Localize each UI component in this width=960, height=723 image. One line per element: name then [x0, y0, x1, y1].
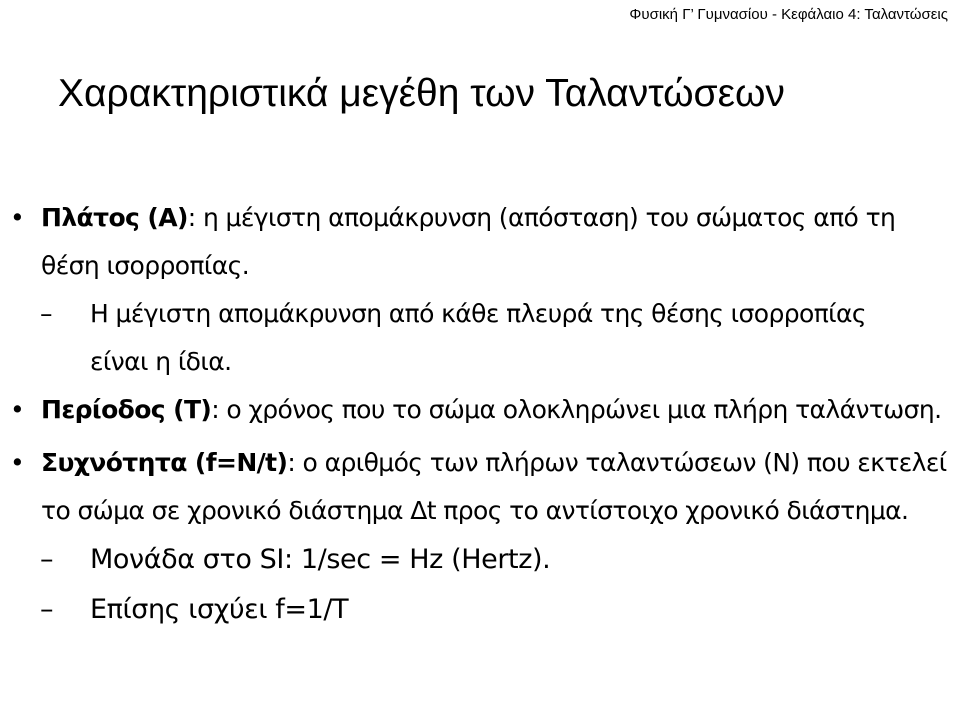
bullet-icon: •	[10, 395, 25, 424]
list-item-frequency	[0, 439, 960, 535]
slide-title: Χαρακτηριστικά μεγέθη των Ταλαντώσεων	[58, 72, 785, 115]
definition-amplitude: : η μέγιστη απομάκρυνση (απόσταση) του σώματος από τη θέση ισορροπίας.	[41, 203, 896, 280]
sublist-item-frequency-formula	[0, 585, 960, 635]
definition-period: : ο χρόνος που το σώμα ολοκληρώνει μια πλήρη ταλάντωση.	[211, 395, 942, 424]
subitem-text: Η μέγιστη απομάκρυνση από κάθε πλευρά της θέσης ισορροπίας είναι η ίδια.	[90, 299, 866, 376]
list-item-amplitude	[0, 194, 960, 290]
running-header: Φυσική Γ’ Γυμνασίου - Κεφάλαιο 4: Ταλαντώσεις	[629, 6, 948, 23]
term-amplitude: Πλάτος (Α)	[41, 203, 188, 232]
list-item-period	[0, 386, 960, 434]
sublist-item-amplitude-symmetry	[0, 290, 960, 386]
bullet-icon: •	[10, 203, 25, 232]
subitem-text: Επίσης ισχύει f=1/T	[90, 594, 349, 625]
slide-content	[0, 194, 960, 635]
sublist-item-si-unit	[0, 535, 960, 585]
dash-icon: –	[40, 544, 54, 575]
bullet-icon: •	[10, 448, 25, 477]
subitem-text: Μονάδα στο SI: 1/sec = Hz (Hertz).	[90, 544, 551, 575]
term-frequency: Συχνότητα (f=N/t)	[41, 448, 288, 477]
dash-icon: –	[40, 594, 54, 625]
definition-frequency: : ο αριθμός των πλήρων ταλαντώσεων (Ν) που εκτελεί το σώμα σε χρονικό διάστημα Δt προς το αντίστοιχο χρονικό διάστημα.	[41, 448, 947, 525]
dash-icon: –	[40, 299, 52, 328]
term-period: Περίοδος (Τ)	[41, 395, 212, 424]
